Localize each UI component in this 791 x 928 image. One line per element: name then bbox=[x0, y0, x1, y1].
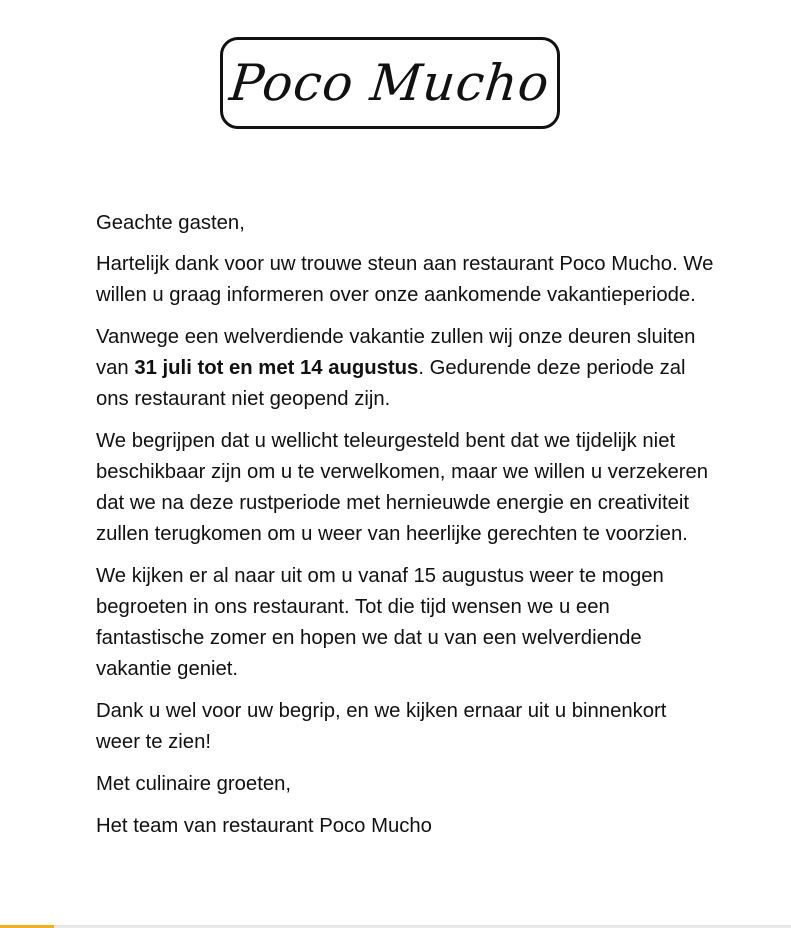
closure-text-after: . Gedurende deze periode zal ons restaurant niet geopend zijn. bbox=[96, 357, 686, 410]
signature: Het team van restaurant Poco Mucho bbox=[96, 815, 432, 837]
closing-line: Met culinaire groeten, bbox=[96, 773, 292, 795]
closure-text-before: Vanwege een welverdiende vakantie zullen wij onze deuren sluiten van bbox=[96, 326, 696, 379]
paragraph-closure-dates bbox=[96, 322, 716, 415]
letter-body bbox=[96, 208, 716, 853]
logo-text: Poco Mucho bbox=[227, 54, 553, 112]
greeting: Geachte gasten, bbox=[96, 212, 245, 234]
restaurant-logo bbox=[220, 37, 560, 129]
paragraph-thanks: Dank u wel voor uw begrip, en we kijken ernaar uit u binnenkort weer te zien! bbox=[96, 700, 667, 753]
paragraph-intro: Hartelijk dank voor uw trouwe steun aan restaurant Poco Mucho. We willen u graag informeren over onze aankomende vakantieperiode. bbox=[96, 253, 714, 306]
paragraph-reopening: We kijken er al naar uit om u vanaf 15 augustus weer te mogen begroeten in ons restaurant. Tot die tijd wensen we u een fantastische zomer en hopen we dat u van een welverdiende vakantie geniet. bbox=[96, 565, 664, 680]
closure-dates: 31 juli tot en met 14 augustus bbox=[134, 357, 419, 379]
paragraph-apology: We begrijpen dat u wellicht teleurgesteld bent dat we tijdelijk niet beschikbaar zijn om u te verwelkomen, maar we willen u verzekeren dat we na deze rustperiode met hernieuwde energie en creativiteit zullen terugkomen om u weer van heerlijke gerechten te voorzien. bbox=[96, 430, 709, 545]
